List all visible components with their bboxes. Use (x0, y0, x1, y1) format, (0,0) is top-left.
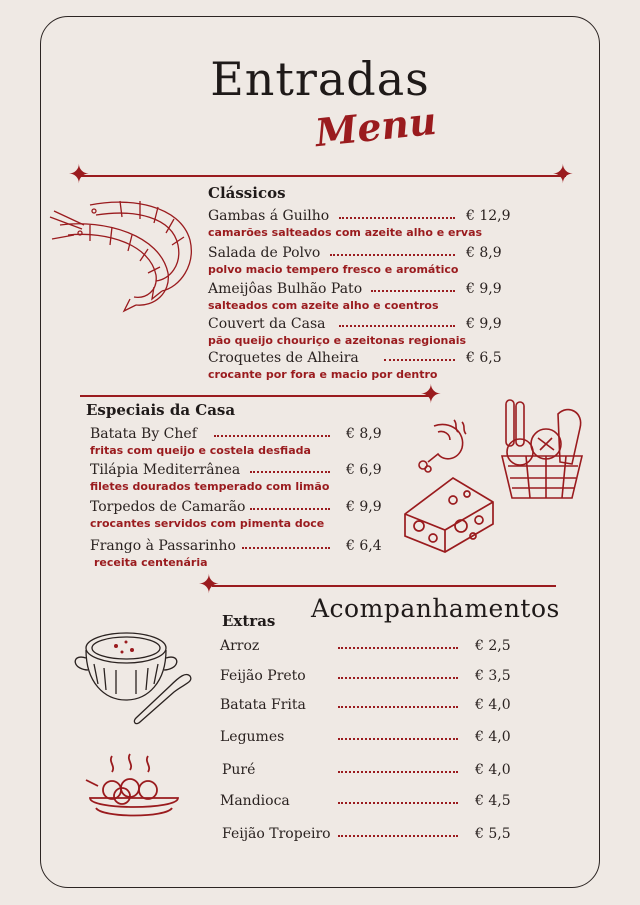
dot-leader (338, 738, 458, 740)
item-name: Legumes (220, 729, 285, 745)
item-description: receita centenária (94, 556, 208, 569)
item-name: Ameijôas Bulhão Pato (208, 281, 363, 297)
section-title-especiais: Especiais da Casa (86, 401, 236, 419)
dot-leader (338, 835, 458, 837)
item-price: € 8,9 (466, 245, 502, 261)
dot-leader (371, 290, 455, 292)
item-name: Arroz (220, 638, 260, 654)
section-title-classicos: Clássicos (208, 184, 286, 202)
item-name: Puré (222, 762, 256, 778)
item-price: € 6,5 (466, 350, 502, 366)
dot-leader (214, 435, 330, 437)
dot-leader (338, 647, 458, 649)
item-name: Couvert da Casa (208, 316, 326, 332)
dot-leader (250, 508, 330, 510)
item-price: € 4,0 (475, 729, 511, 745)
page-title: Entradas (210, 52, 430, 106)
item-description: filetes dourados temperado com limão (90, 480, 330, 493)
dot-leader (338, 677, 458, 679)
item-price: € 9,9 (466, 281, 502, 297)
page-subtitle: Menu (312, 97, 439, 156)
dot-leader (242, 547, 330, 549)
item-description: salteados com azeite alho e coentros (208, 299, 439, 312)
dot-leader (338, 771, 458, 773)
item-name: Gambas á Guilho (208, 208, 330, 224)
divider-bottom (212, 585, 556, 587)
item-description: polvo macio tempero fresco e aromático (208, 263, 459, 276)
divider-star-middle: ✦ (420, 380, 442, 410)
item-price: € 8,9 (346, 426, 382, 442)
item-description: camarões salteados com azeite alho e ervas (208, 226, 483, 239)
item-name: Torpedos de Camarão (90, 499, 246, 515)
item-price: € 3,5 (475, 668, 511, 684)
shrimp-illustration (50, 195, 200, 315)
item-name: Croquetes de Alheira (208, 350, 359, 366)
dot-leader (330, 254, 455, 256)
item-name: Batata By Chef (90, 426, 197, 442)
item-price: € 6,9 (346, 462, 382, 478)
divider-star-bottom: ✦ (198, 570, 220, 600)
item-price: € 4,0 (475, 762, 511, 778)
item-price: € 2,5 (475, 638, 511, 654)
dot-leader (339, 325, 455, 327)
item-price: € 12,9 (466, 208, 511, 224)
item-description: fritas com queijo e costela desfiada (90, 444, 311, 457)
section-title-extras: Extras (222, 612, 276, 630)
divider-star-left: ✦ (68, 160, 90, 190)
soup-bowl-icon (70, 624, 190, 734)
item-name: Batata Frita (220, 697, 306, 713)
item-name: Salada de Polvo (208, 245, 321, 261)
item-price: € 5,5 (475, 826, 511, 842)
bread-basket-icon (496, 400, 588, 500)
item-price: € 9,9 (466, 316, 502, 332)
item-name: Tilápia Mediterrânea (90, 462, 241, 478)
divider-top (80, 175, 566, 177)
dot-leader (250, 471, 330, 473)
item-name: Frango à Passarinho (90, 538, 236, 554)
item-name: Feijão Tropeiro (222, 826, 331, 842)
item-price: € 9,9 (346, 499, 382, 515)
divider-star-right: ✦ (552, 160, 574, 190)
section-heading-acompanhamentos: Acompanhamentos (311, 594, 560, 623)
dot-leader (338, 706, 458, 708)
item-price: € 6,4 (346, 538, 382, 554)
item-description: crocantes servidos com pimenta doce (90, 517, 325, 530)
cheese-icon (403, 474, 497, 554)
dot-leader (384, 359, 455, 361)
item-description: crocante por fora e macio por dentro (208, 368, 438, 381)
chicken-leg-icon (414, 418, 472, 472)
hot-dish-icon (82, 752, 186, 818)
item-price: € 4,5 (475, 793, 511, 809)
item-description: pão queijo chouriço e azeitonas regionais (208, 334, 467, 347)
item-name: Feijão Preto (220, 668, 306, 684)
item-name: Mandioca (220, 793, 290, 809)
divider-middle (80, 395, 432, 397)
item-price: € 4,0 (475, 697, 511, 713)
dot-leader (339, 217, 455, 219)
dot-leader (338, 802, 458, 804)
